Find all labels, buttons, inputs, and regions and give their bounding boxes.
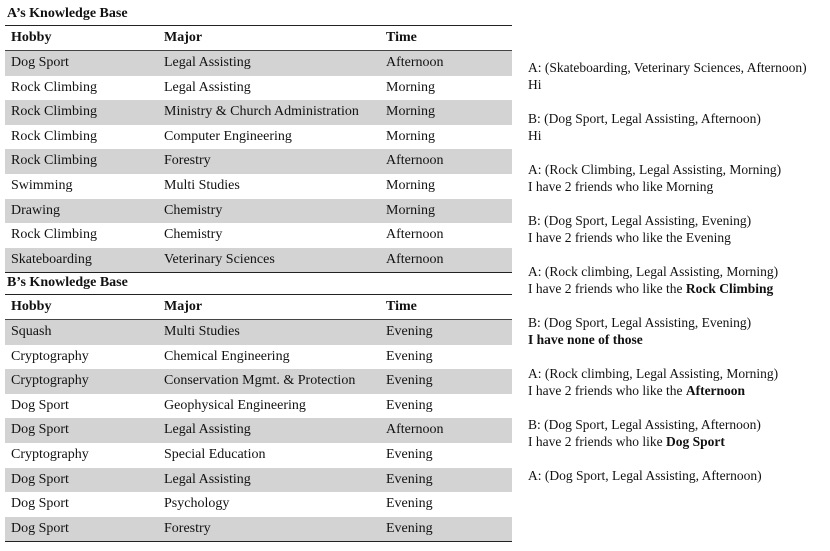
cell-major: Legal Assisting	[164, 79, 251, 95]
turn-speaker-entity: A: (Dog Sport, Legal Assisting, Afternoon)	[528, 468, 762, 483]
kb-a-header-major: Major	[164, 30, 203, 45]
dialogue-turn	[528, 263, 828, 314]
cell-time: Morning	[386, 202, 435, 218]
cell-major: Multi Studies	[164, 324, 240, 339]
dialogue-turn	[528, 314, 828, 365]
table-row	[5, 51, 512, 76]
cell-hobby: Rock Climbing	[11, 79, 97, 95]
table-row	[5, 320, 512, 345]
cell-major: Legal Assisting	[164, 422, 251, 438]
cell-major: Forestry	[164, 153, 211, 169]
cell-time: Afternoon	[386, 422, 444, 438]
table-row	[5, 199, 512, 224]
table-row	[5, 76, 512, 101]
turn-speaker-entity: B: (Dog Sport, Legal Assisting, Afternoon)	[528, 111, 761, 126]
table-row	[5, 149, 512, 174]
turn-speaker-entity: A: (Rock Climbing, Legal Assisting, Morning)	[528, 162, 782, 177]
turn-message-text: Hi	[528, 77, 542, 92]
turn-message-text: I have 2 friends who like the Evening	[528, 230, 731, 245]
turn-message	[528, 229, 828, 246]
cell-hobby: Dog Sport	[11, 55, 69, 70]
cell-time: Afternoon	[386, 55, 444, 70]
cell-hobby: Swimming	[11, 177, 73, 193]
cell-hobby: Rock Climbing	[11, 104, 97, 120]
dialogue-turn	[528, 467, 828, 518]
kb-a-header-time: Time	[386, 30, 417, 45]
cell-major: Forestry	[164, 520, 211, 536]
turn-message-text: I have 2 friends who like Morning	[528, 179, 714, 194]
cell-hobby: Dog Sport	[11, 520, 69, 536]
turn-message	[528, 127, 828, 144]
cell-hobby: Squash	[11, 324, 52, 339]
turn-message-text: I have 2 friends who like	[528, 434, 666, 449]
table-row	[5, 174, 512, 199]
dialogue-turn	[528, 416, 828, 467]
kb-b-title: B’s Knowledge Base	[5, 272, 512, 295]
dialogue-turn	[528, 212, 828, 263]
cell-time: Evening	[386, 496, 433, 512]
cell-time: Afternoon	[386, 251, 444, 267]
dialogue-turn	[528, 110, 828, 161]
table-row	[5, 100, 512, 125]
kb-b-table	[5, 272, 512, 542]
kb-b-rows	[5, 320, 512, 542]
cell-hobby: Cryptography	[11, 446, 89, 462]
kb-b-header-major: Major	[164, 299, 203, 314]
cell-time: Morning	[386, 79, 435, 95]
cell-hobby: Dog Sport	[11, 471, 69, 487]
turn-speaker-entity: B: (Dog Sport, Legal Assisting, Evening)	[528, 213, 752, 228]
cell-time: Evening	[386, 520, 433, 536]
table-row	[5, 345, 512, 370]
kb-a-title: A’s Knowledge Base	[5, 3, 512, 26]
cell-time: Afternoon	[386, 153, 444, 169]
table-row	[5, 517, 512, 543]
table-row	[5, 223, 512, 248]
table-row	[5, 492, 512, 517]
cell-major: Chemical Engineering	[164, 348, 290, 364]
turn-message-bold: Rock Climbing	[685, 281, 774, 296]
cell-hobby: Dog Sport	[11, 422, 69, 438]
table-row	[5, 248, 512, 274]
cell-major: Computer Engineering	[164, 128, 292, 144]
table-row	[5, 369, 512, 394]
table-row	[5, 394, 512, 419]
cell-major: Multi Studies	[164, 177, 240, 193]
turn-message-bold: Afternoon	[685, 383, 746, 398]
cell-hobby: Rock Climbing	[11, 128, 97, 144]
cell-time: Evening	[386, 373, 433, 389]
turn-message-bold: I have none of those	[528, 332, 643, 347]
cell-time: Evening	[386, 397, 433, 413]
kb-b-header-row	[5, 295, 512, 320]
cell-major: Geophysical Engineering	[164, 397, 306, 413]
dialogue-transcript	[528, 59, 828, 518]
turn-speaker-entity: A: (Rock climbing, Legal Assisting, Morning)	[528, 366, 779, 381]
turn-speaker-entity: B: (Dog Sport, Legal Assisting, Evening)	[528, 315, 752, 330]
dialogue-turn	[528, 161, 828, 212]
turn-speaker-entity: B: (Dog Sport, Legal Assisting, Afternoon)	[528, 417, 761, 432]
turn-message	[528, 382, 828, 399]
kb-a-table	[5, 3, 512, 273]
cell-time: Evening	[386, 446, 433, 462]
table-row	[5, 125, 512, 150]
kb-b-header-time: Time	[386, 299, 417, 314]
cell-time: Morning	[386, 104, 435, 120]
turn-message-text: I have 2 friends who like the	[528, 281, 686, 296]
cell-major: Legal Assisting	[164, 471, 251, 487]
turn-message-text: Hi	[528, 128, 542, 143]
turn-speaker-entity: A: (Skateboarding, Veterinary Sciences, Afternoon)	[528, 60, 807, 75]
cell-hobby: Cryptography	[11, 348, 89, 364]
cell-major: Psychology	[164, 496, 230, 512]
turn-message	[528, 433, 828, 450]
turn-message	[528, 280, 828, 297]
dialogue-turn	[528, 365, 828, 416]
cell-hobby: Skateboarding	[11, 251, 92, 267]
table-row	[5, 418, 512, 443]
cell-major: Veterinary Sciences	[164, 251, 275, 267]
cell-time: Morning	[386, 177, 435, 193]
kb-a-header-row	[5, 26, 512, 51]
cell-hobby: Cryptography	[11, 373, 89, 389]
cell-hobby: Dog Sport	[11, 496, 69, 512]
kb-a-rows	[5, 51, 512, 273]
cell-hobby: Rock Climbing	[11, 153, 97, 169]
turn-message-text: I have 2 friends who like the	[528, 383, 686, 398]
kb-a-header-hobby: Hobby	[11, 30, 52, 45]
cell-time: Evening	[386, 324, 433, 339]
cell-major: Special Education	[164, 446, 266, 462]
table-row	[5, 468, 512, 493]
kb-b-header-hobby: Hobby	[11, 299, 52, 314]
dialogue-turn	[528, 59, 828, 110]
cell-hobby: Dog Sport	[11, 397, 69, 413]
cell-major: Conservation Mgmt. & Protection	[164, 373, 356, 389]
cell-time: Evening	[386, 348, 433, 364]
cell-major: Legal Assisting	[164, 55, 251, 70]
cell-major: Ministry & Church Administration	[164, 104, 359, 120]
turn-message	[528, 331, 828, 348]
table-row	[5, 443, 512, 468]
cell-major: Chemistry	[164, 202, 223, 218]
cell-hobby: Rock Climbing	[11, 227, 97, 243]
cell-hobby: Drawing	[11, 202, 60, 218]
cell-time: Afternoon	[386, 227, 444, 243]
cell-time: Evening	[386, 471, 433, 487]
turn-message-bold: Dog Sport	[665, 434, 725, 449]
turn-message	[528, 178, 828, 195]
cell-major: Chemistry	[164, 227, 223, 243]
turn-speaker-entity: A: (Rock climbing, Legal Assisting, Morning)	[528, 264, 779, 279]
turn-message	[528, 76, 828, 93]
cell-time: Morning	[386, 128, 435, 144]
